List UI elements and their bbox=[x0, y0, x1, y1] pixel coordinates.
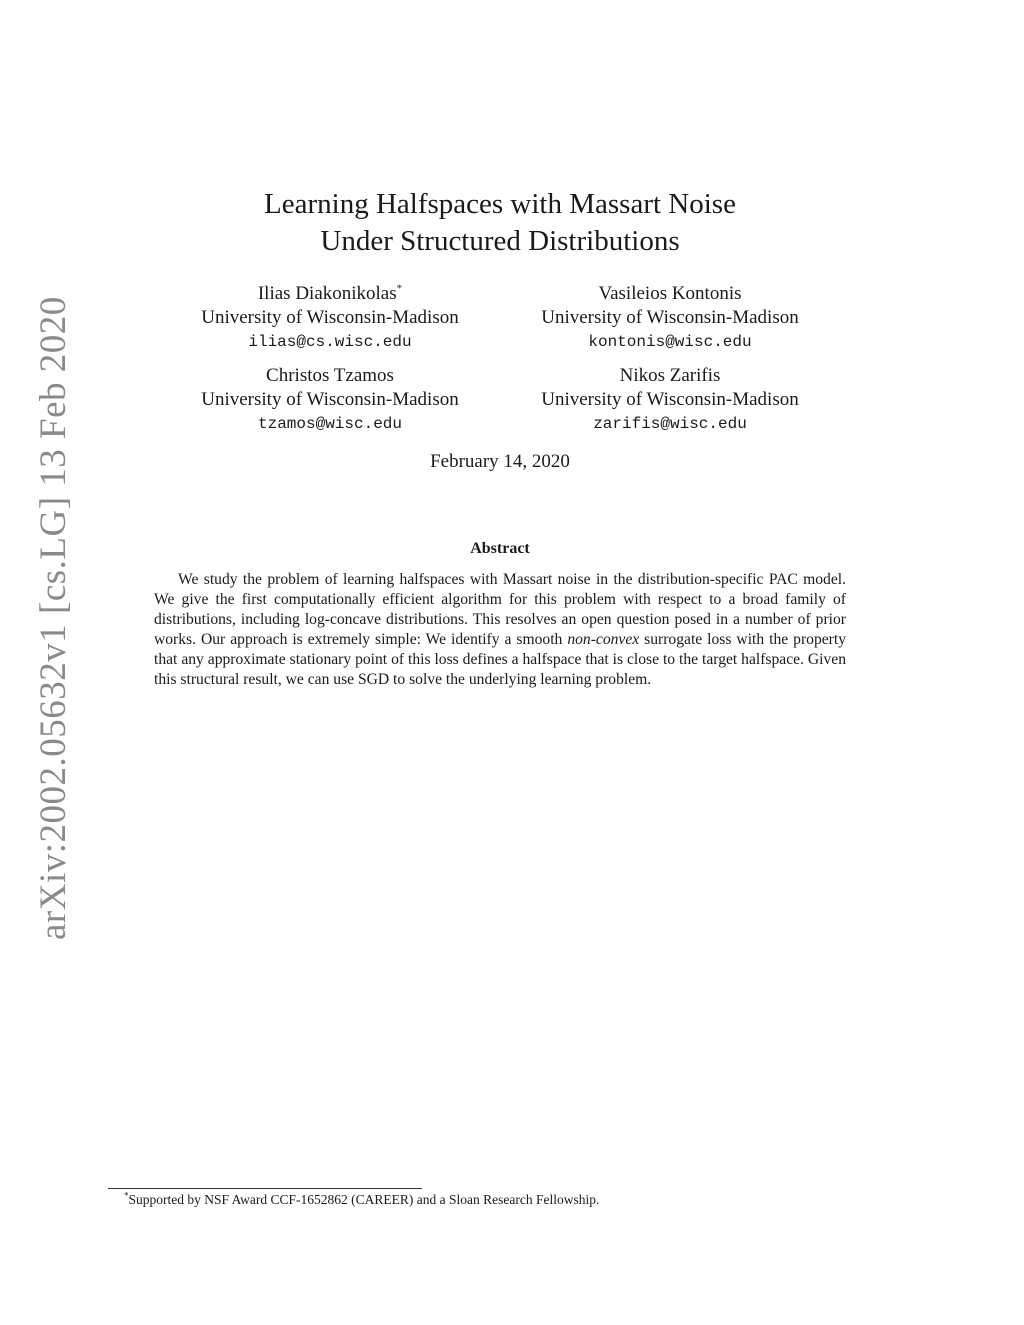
abstract-text-part-2: surrogate loss with the property that any approximate stationary point of this loss defines a halfspace that is close to the target halfspace. Given this structural result, we can use SGD to solve the underlying learning problem. bbox=[154, 631, 846, 688]
author-affiliation: University of Wisconsin-Madison bbox=[201, 307, 459, 328]
footnote-divider bbox=[108, 1188, 422, 1189]
author-affiliation: University of Wisconsin-Madison bbox=[201, 389, 459, 410]
author-affiliation: University of Wisconsin-Madison bbox=[541, 307, 799, 328]
abstract-text-part-1: We study the problem of learning halfspaces with Massart noise in the distribution-specific PAC model. We give the first computationally efficient algorithm for this problem with respect to a broad family of distributions, including log-concave distributions. This resolves an open question posed in a number of prior works. Our approach is extremely simple: We identify a smooth bbox=[154, 571, 846, 648]
author-email[interactable]: zarifis@wisc.edu bbox=[593, 415, 747, 433]
author-list bbox=[160, 282, 840, 436]
publication-date: February 14, 2020 bbox=[430, 451, 570, 472]
footnote-marker: * bbox=[124, 1190, 129, 1201]
author-block bbox=[500, 282, 840, 354]
author-name-line bbox=[160, 282, 500, 306]
abstract-text bbox=[154, 570, 846, 690]
footnote-text: Supported by NSF Award CCF-1652862 (CAREER) and a Sloan Research Fellowship. bbox=[128, 1192, 600, 1207]
abstract-heading: Abstract bbox=[470, 540, 530, 557]
title-line-2: Under Structured Distributions bbox=[320, 225, 680, 257]
author-email[interactable]: ilias@cs.wisc.edu bbox=[248, 333, 412, 351]
footnote-marker: * bbox=[396, 282, 403, 295]
author-email[interactable]: tzamos@wisc.edu bbox=[257, 415, 403, 433]
footnote bbox=[124, 1192, 844, 1208]
author-block bbox=[160, 282, 500, 354]
author-affiliation: University of Wisconsin-Madison bbox=[541, 389, 799, 410]
author-name: Ilias Diakonikolas bbox=[257, 283, 397, 304]
author-email[interactable]: kontonis@wisc.edu bbox=[588, 333, 752, 351]
author-name: Vasileios Kontonis bbox=[598, 283, 742, 304]
author-name: Christos Tzamos bbox=[266, 365, 394, 386]
author-name: Nikos Zarifis bbox=[619, 365, 721, 386]
author-block bbox=[160, 364, 500, 436]
author-block bbox=[500, 364, 840, 436]
paper-title bbox=[0, 186, 1000, 260]
arxiv-identifier-stamp: arXiv:2002.05632v1 [cs.LG] 13 Feb 2020 bbox=[33, 296, 74, 940]
abstract-emphasis: non-convex bbox=[567, 631, 640, 648]
title-line-1: Learning Halfspaces with Massart Noise bbox=[264, 188, 736, 220]
